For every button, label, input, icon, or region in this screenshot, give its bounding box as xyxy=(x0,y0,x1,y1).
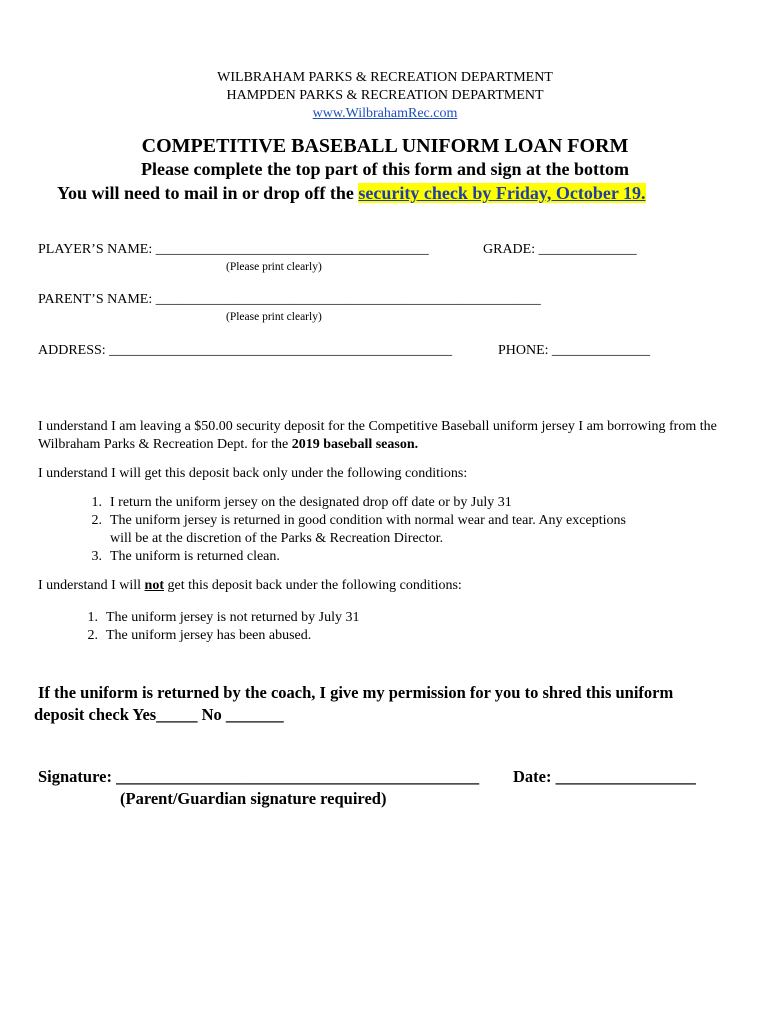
deposit-paragraph xyxy=(38,418,728,454)
conditions-not-back-text-b: get this deposit back under the following conditions: xyxy=(163,578,462,593)
date-field[interactable]: Date: _________________ xyxy=(513,767,696,786)
website-link[interactable]: www.WilbrahamRec.com xyxy=(312,106,458,121)
not-emphasis: not xyxy=(144,578,164,593)
print-note-parent: (Please print clearly) xyxy=(226,311,322,323)
list-text: I return the uniform jersey on the designated drop off date or by July 31 xyxy=(110,495,512,510)
conditions-not-back-text-a: I understand I will xyxy=(38,578,145,593)
print-note-player: (Please print clearly) xyxy=(226,261,322,273)
list-number: 3. xyxy=(91,549,102,564)
conditions-back-intro: I understand I will get this deposit back only under the following conditions: xyxy=(38,466,468,481)
list-text: The uniform is returned clean. xyxy=(110,549,280,564)
deadline-prefix: You will need to mail in or drop off the xyxy=(57,183,359,203)
permission-line-1: If the uniform is returned by the coach, I give my permission for you to shred this uniform xyxy=(38,683,674,702)
parent-name-field[interactable]: PARENT’S NAME: _______________________________________________________ xyxy=(38,292,541,307)
list-number: 2. xyxy=(87,628,98,643)
header-line-1: WILBRAHAM PARKS & RECREATION DEPARTMENT xyxy=(217,70,553,85)
deadline-line xyxy=(57,183,646,204)
deadline-highlight: security check by Friday, October 19. xyxy=(358,183,646,203)
conditions-not-back-intro xyxy=(38,578,462,594)
address-field[interactable]: ADDRESS: _________________________________________________ xyxy=(38,343,453,358)
season-bold: 2019 baseball season. xyxy=(291,437,419,452)
header-line-2: HAMPDEN PARKS & RECREATION DEPARTMENT xyxy=(226,88,544,103)
list-text: will be at the discretion of the Parks & Recreation Director. xyxy=(110,531,444,546)
form-instruction: Please complete the top part of this form and sign at the bottom xyxy=(141,159,629,179)
list-number: 2. xyxy=(91,513,102,528)
deposit-paragraph-text: I understand I am leaving a $50.00 security deposit for the Competitive Baseball uniform jersey I am borrowing from the Wilbraham Parks & Recreation Dept. for the xyxy=(38,419,717,452)
list-number: 1. xyxy=(91,495,102,510)
list-text: The uniform jersey is not returned by July 31 xyxy=(106,610,360,625)
list-number: 1. xyxy=(87,610,98,625)
form-title: COMPETITIVE BASEBALL UNIFORM LOAN FORM xyxy=(141,135,629,157)
website-link-row xyxy=(0,105,770,123)
grade-field[interactable]: GRADE: ______________ xyxy=(483,242,637,257)
list-text: The uniform jersey is returned in good condition with normal wear and tear. Any exceptions xyxy=(110,513,626,528)
phone-field[interactable]: PHONE: ______________ xyxy=(498,343,651,358)
signature-note: (Parent/Guardian signature required) xyxy=(120,789,387,808)
list-text: The uniform jersey has been abused. xyxy=(106,628,312,643)
signature-field[interactable]: Signature: ____________________________________________ xyxy=(38,767,480,786)
permission-check-field[interactable]: deposit check Yes_____ No _______ xyxy=(34,705,284,724)
player-name-field[interactable]: PLAYER’S NAME: _______________________________________ xyxy=(38,242,429,257)
